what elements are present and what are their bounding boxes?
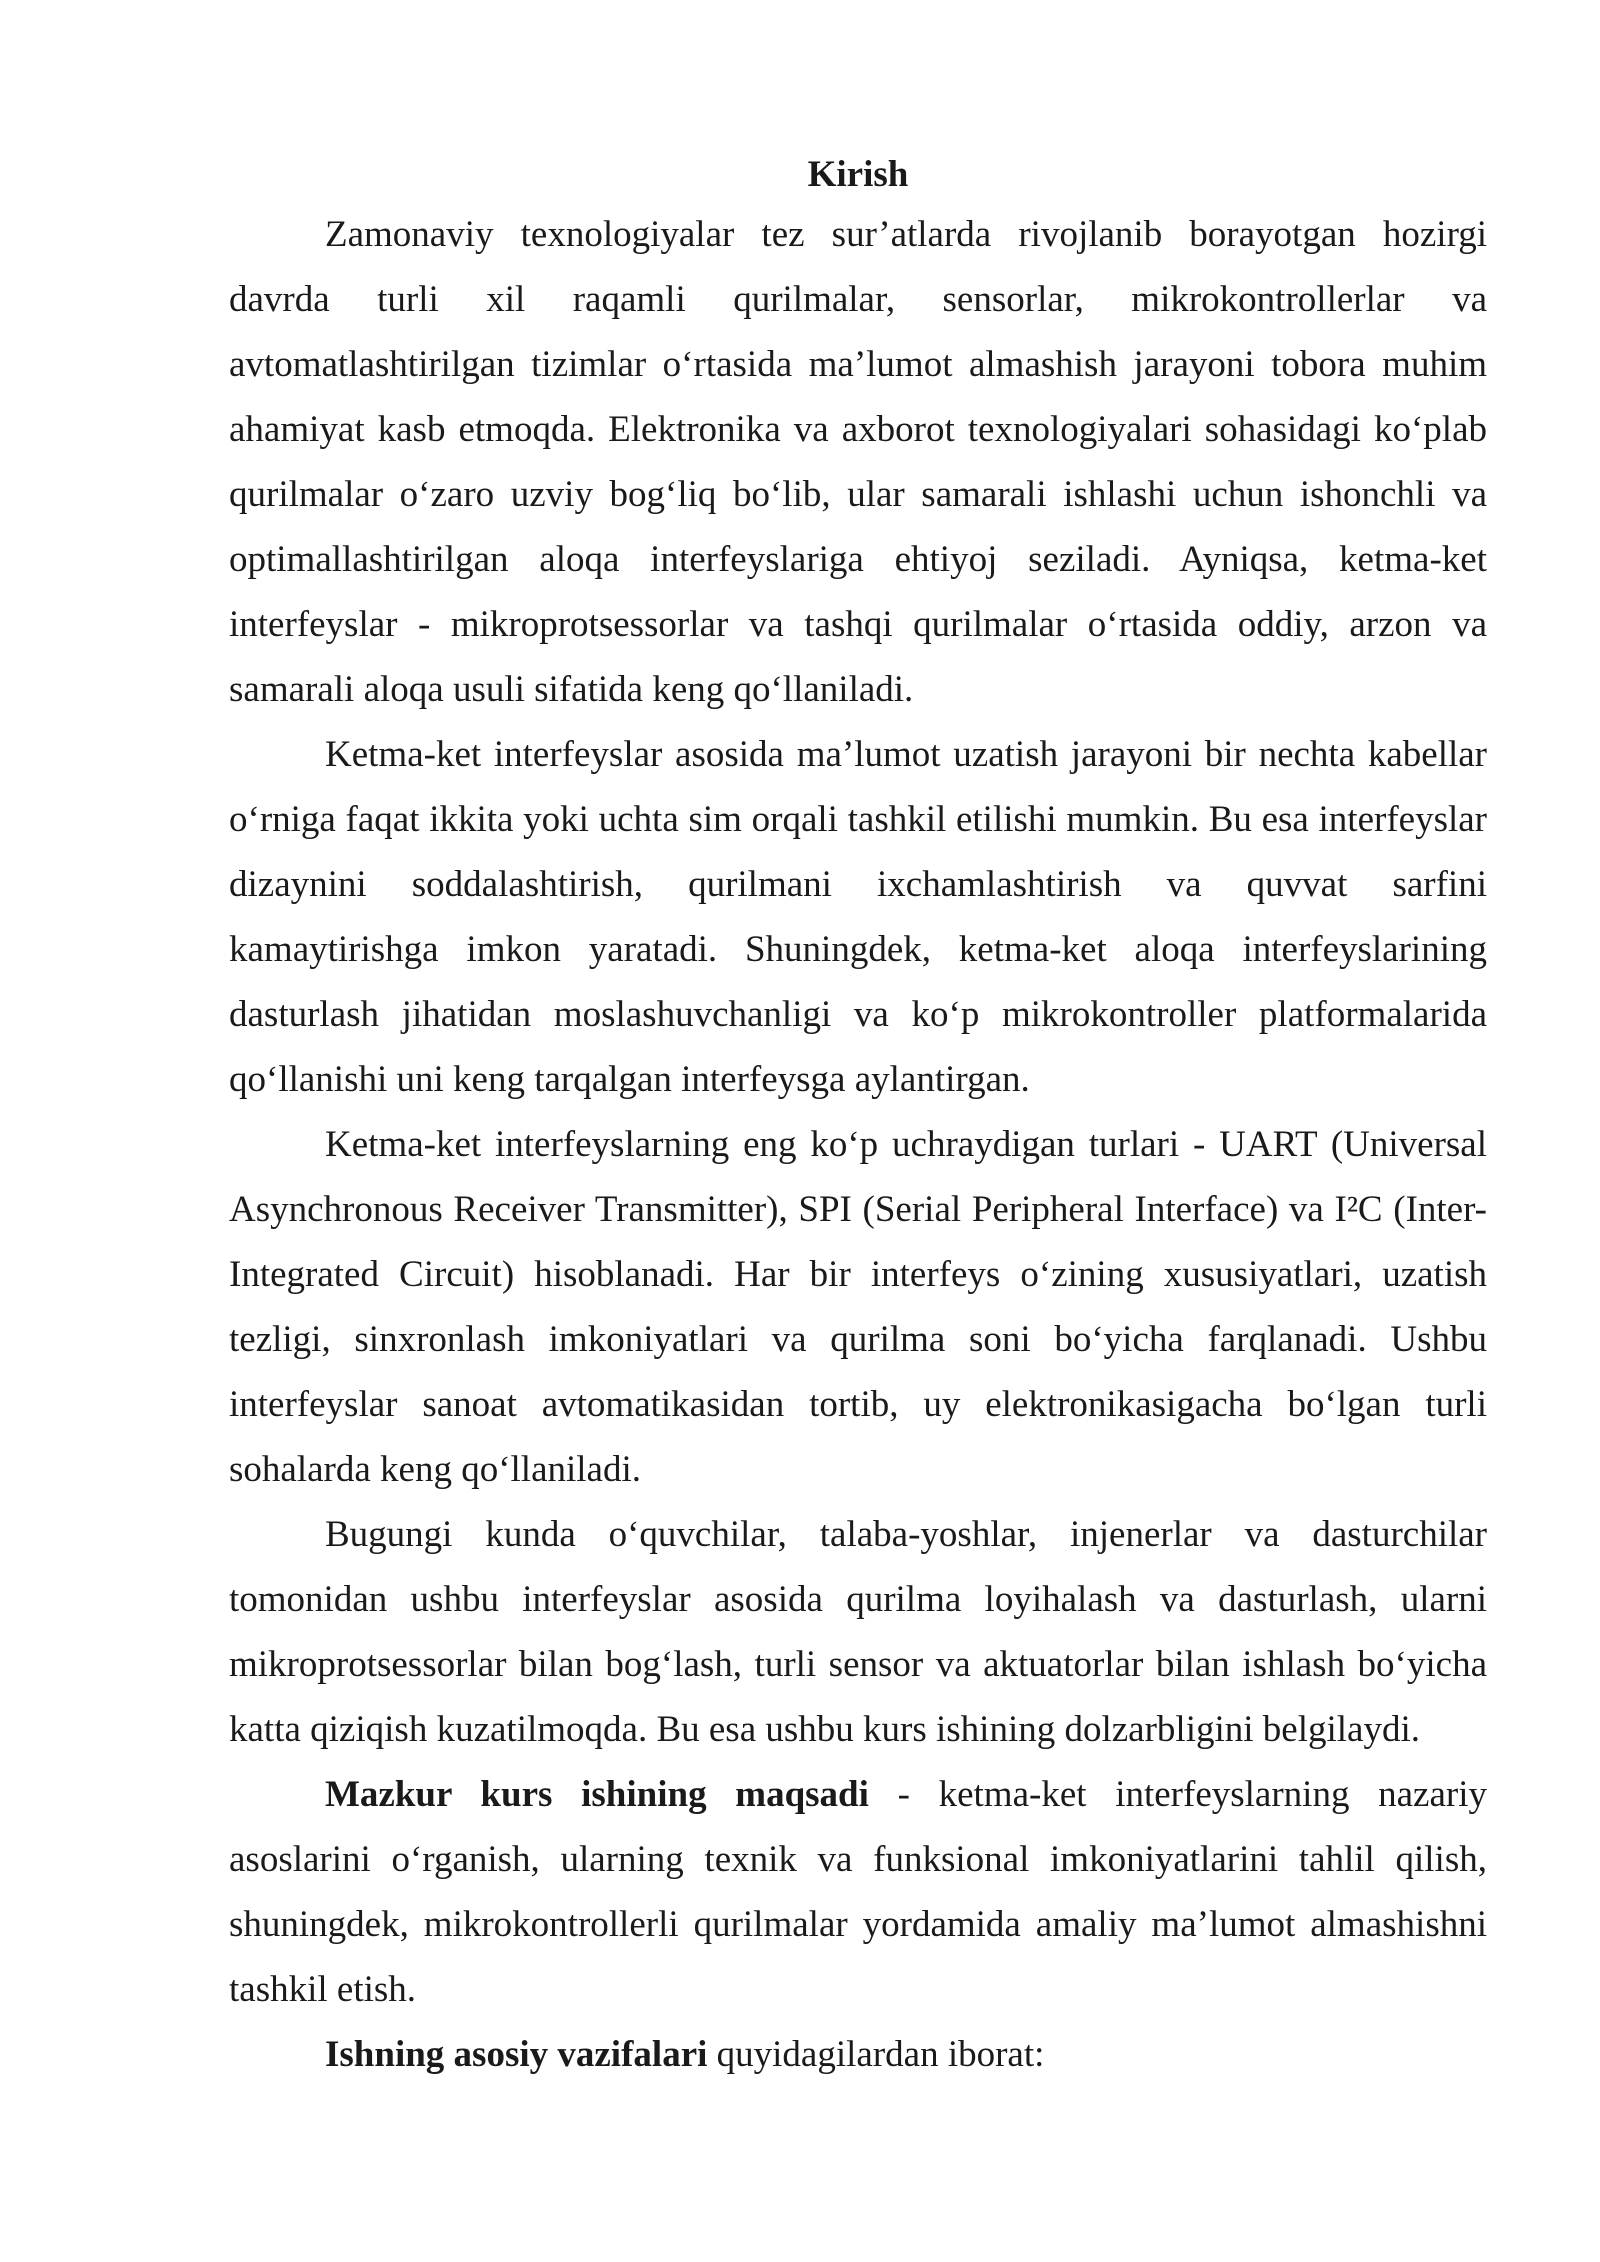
paragraph-tasks [229,2022,1487,2087]
section-heading: Kirish [807,154,909,195]
tasks-label: Ishning asosiy vazifalari [325,2034,708,2075]
goal-label: Mazkur kurs ishining maqsadi [325,1774,869,1815]
paragraph-goal [229,1762,1487,2022]
goal-text: - ketma-ket interfeyslarning nazariy asoslarini o‘rganish, ularning texnik va funksional imkoniyatlarini tahlil qilish, shuningdek, mikrokontrollerli qurilmalar yordamida amaliy ma’lumot almashishni tashkil etish. [229,1774,1487,2010]
paragraph-introduction: Zamonaviy texnologiyalar tez sur’atlarda rivojlanib borayotgan hozirgi davrda turli xil raqamli qurilmalar, sensorlar, mikrokontrollerlar va avtomatlashtirilgan tizimlar o‘rtasida ma’lumot almashish jarayoni tobora muhim ahamiyat kasb etmoqda. Elektronika va axborot texnologiyalari sohasidagi ko‘plab qurilmalar o‘zaro uzviy bog‘liq bo‘lib, ular samarali ishlashi uchun ishonchli va optimallashtirilgan aloqa interfeyslariga ehtiyoj seziladi. Ayniqsa, ketma-ket interfeyslar - mikroprotsessorlar va tashqi qurilmalar o‘rtasida oddiy, arzon va samarali aloqa usuli sifatida keng qo‘llaniladi. [229,214,1487,710]
paragraph-serial-data-transfer: Ketma-ket interfeyslar asosida ma’lumot uzatish jarayoni bir nechta kabellar o‘rniga faqat ikkita yoki uchta sim orqali tashkil etilishi mumkin. Bu esa interfeyslar dizaynini soddalashtirish, qurilmani ixchamlashtirish va quvvat sarfini kamaytirishga imkon yaratadi. Shuningdek, ketma-ket aloqa interfeyslarining dasturlash jihatidan moslashuvchanligi va ko‘p mikrokontroller platformalarida qo‘llanishi uni keng tarqalgan interfeysga aylantirgan. [229,734,1487,1100]
tasks-text: quyidagilardan iborat: [707,2034,1045,2075]
paragraph-relevance: Bugungi kunda o‘quvchilar, talaba-yoshlar, injenerlar va dasturchilar tomonidan ushbu interfeyslar asosida qurilma loyihalash va dasturlash, ularni mikroprotsessorlar bilan bog‘lash, turli sensor va aktuatorlar bilan ishlash bo‘yicha katta qiziqish kuzatilmoqda. Bu esa ushbu kurs ishining dolzarbligini belgilaydi. [229,1514,1487,1750]
paragraph-interface-types: Ketma-ket interfeyslarning eng ko‘p uchraydigan turlari - UART (Universal Asynchronous Receiver Transmitter), SPI (Serial Peripheral Interface) va I²C (Inter-Integrated Circuit) hisoblanadi. Har bir interfeys o‘zining xususiyatlari, uzatish tezligi, sinxronlash imkoniyatlari va qurilma soni bo‘yicha farqlanadi. Ushbu interfeyslar sanoat avtomatikasidan tortib, uy elektronikasigacha bo‘lgan turli sohalarda keng qo‘llaniladi. [229,1124,1487,1490]
document-body [229,148,1487,2087]
